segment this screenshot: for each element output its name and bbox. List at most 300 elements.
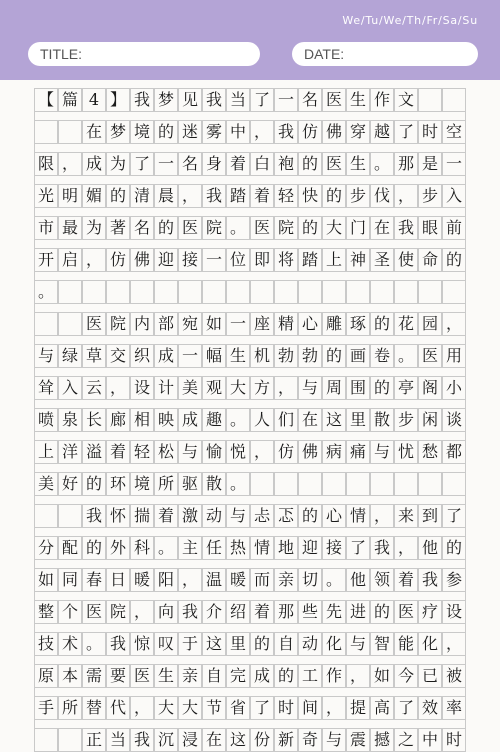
grid-cell: 我 <box>394 216 418 240</box>
grid-paper <box>0 80 500 750</box>
grid-cell: 这 <box>202 632 226 656</box>
grid-cell: 一 <box>442 152 466 176</box>
grid-cell: 大 <box>226 376 250 400</box>
grid-cell: 之 <box>394 728 418 752</box>
grid-cell: 同 <box>58 568 82 592</box>
grid-cell: 接 <box>178 248 202 272</box>
grid-cell: ， <box>250 120 274 144</box>
grid-cell: 。 <box>226 472 250 496</box>
grid-row <box>34 568 466 592</box>
grid-cell: 份 <box>250 728 274 752</box>
grid-row <box>34 504 466 528</box>
grid-cell: 步 <box>346 184 370 208</box>
grid-cell: 地 <box>274 536 298 560</box>
grid-cell <box>298 280 322 304</box>
grid-cell: 的 <box>82 472 106 496</box>
grid-cell: 当 <box>226 88 250 112</box>
grid-row <box>34 376 466 400</box>
grid-cell: 成 <box>178 408 202 432</box>
grid-cell: 医 <box>82 600 106 624</box>
grid-cell <box>418 472 442 496</box>
grid-cell: ， <box>178 568 202 592</box>
grid-cell: 那 <box>394 152 418 176</box>
grid-cell: 迎 <box>298 536 322 560</box>
grid-cell: 画 <box>346 344 370 368</box>
grid-cell: 院 <box>106 600 130 624</box>
grid-cell: 的 <box>154 216 178 240</box>
grid-cell: 医 <box>82 312 106 336</box>
grid-cell: 我 <box>106 632 130 656</box>
grid-cell: 趣 <box>202 408 226 432</box>
grid-cell: 与 <box>226 504 250 528</box>
grid-cell: 作 <box>370 88 394 112</box>
grid-cell <box>58 280 82 304</box>
grid-cell: 的 <box>370 600 394 624</box>
grid-cell: ， <box>178 184 202 208</box>
grid-cell: ， <box>394 184 418 208</box>
grid-cell: 即 <box>250 248 274 272</box>
grid-cell: 环 <box>106 472 130 496</box>
grid-cell: 。 <box>370 152 394 176</box>
weekday-selector: We/Tu/We/Th/Fr/Sa/Su <box>342 14 478 27</box>
grid-cell: 惊 <box>130 632 154 656</box>
grid-cell <box>178 280 202 304</box>
grid-cell: 如 <box>34 568 58 592</box>
grid-cell: 揣 <box>130 504 154 528</box>
grid-cell: 愁 <box>418 440 442 464</box>
grid-cell: 的 <box>370 312 394 336</box>
grid-cell: 了 <box>394 120 418 144</box>
grid-cell: 文 <box>394 88 418 112</box>
grid-cell: ， <box>394 536 418 560</box>
grid-cell: 幅 <box>202 344 226 368</box>
grid-cell: 空 <box>442 120 466 144</box>
grid-cell: 动 <box>202 504 226 528</box>
grid-cell: 效 <box>418 696 442 720</box>
grid-cell: 名 <box>178 152 202 176</box>
grid-cell: 暖 <box>226 568 250 592</box>
grid-cell: 亲 <box>274 568 298 592</box>
grid-cell: 织 <box>130 344 154 368</box>
grid-cell <box>34 120 58 144</box>
date-field: DATE: <box>292 42 478 66</box>
grid-cell: 入 <box>58 376 82 400</box>
grid-cell: 着 <box>226 152 250 176</box>
row-gap <box>34 368 466 376</box>
grid-cell: 我 <box>274 120 298 144</box>
grid-cell: 疗 <box>418 600 442 624</box>
grid-cell <box>418 280 442 304</box>
grid-cell: 小 <box>442 376 466 400</box>
grid-cell: 那 <box>274 600 298 624</box>
grid-cell <box>442 88 466 112</box>
grid-cell: 命 <box>418 248 442 272</box>
grid-cell <box>370 472 394 496</box>
grid-cell: 与 <box>178 440 202 464</box>
grid-cell: ， <box>274 376 298 400</box>
grid-cell: 这 <box>226 728 250 752</box>
grid-cell: 自 <box>274 632 298 656</box>
grid-cell <box>250 280 274 304</box>
grid-cell <box>130 280 154 304</box>
row-gap <box>34 240 466 248</box>
grid-cell: 在 <box>202 728 226 752</box>
grid-cell: 他 <box>346 568 370 592</box>
grid-cell: 阳 <box>154 568 178 592</box>
grid-cell: 用 <box>442 344 466 368</box>
grid-cell: 被 <box>442 664 466 688</box>
grid-cell: 最 <box>58 216 82 240</box>
grid-cell: 圣 <box>370 248 394 272</box>
grid-cell: 所 <box>154 472 178 496</box>
grid-cell: 省 <box>226 696 250 720</box>
grid-cell: 心 <box>298 312 322 336</box>
grid-cell: 境 <box>130 120 154 144</box>
grid-cell: 一 <box>226 312 250 336</box>
grid-cell: 。 <box>154 536 178 560</box>
row-gap <box>34 208 466 216</box>
grid-cell: 向 <box>154 600 178 624</box>
grid-cell: 名 <box>130 216 154 240</box>
grid-cell: 光 <box>34 184 58 208</box>
grid-cell: ， <box>82 248 106 272</box>
row-gap <box>34 656 466 664</box>
grid-cell <box>274 280 298 304</box>
grid-row <box>34 600 466 624</box>
grid-cell: 我 <box>130 88 154 112</box>
grid-cell: 轻 <box>274 184 298 208</box>
grid-cell: 心 <box>322 504 346 528</box>
grid-cell: 内 <box>130 312 154 336</box>
grid-cell: 明 <box>58 184 82 208</box>
grid-cell: 围 <box>346 376 370 400</box>
grid-cell <box>274 472 298 496</box>
grid-cell <box>322 472 346 496</box>
grid-cell: 交 <box>106 344 130 368</box>
grid-cell: 任 <box>202 536 226 560</box>
grid-cell <box>82 280 106 304</box>
grid-row <box>34 632 466 656</box>
grid-cell: 中 <box>226 120 250 144</box>
grid-cell: 医 <box>418 344 442 368</box>
grid-cell: 愉 <box>202 440 226 464</box>
grid-cell: 温 <box>202 568 226 592</box>
grid-cell: 白 <box>250 152 274 176</box>
grid-row <box>34 472 466 496</box>
grid-cell: 映 <box>154 408 178 432</box>
grid-cell: 步 <box>418 184 442 208</box>
grid-cell <box>34 504 58 528</box>
grid-cell: 于 <box>178 632 202 656</box>
grid-cell: 伐 <box>370 184 394 208</box>
grid-cell: 美 <box>178 376 202 400</box>
grid-cell: 忑 <box>274 504 298 528</box>
row-gap <box>34 272 466 280</box>
grid-cell: 叹 <box>154 632 178 656</box>
grid-cell: 里 <box>226 632 250 656</box>
grid-cell: 忐 <box>250 504 274 528</box>
grid-cell: 。 <box>226 216 250 240</box>
grid-cell: 入 <box>442 184 466 208</box>
row-gap <box>34 464 466 472</box>
grid-cell <box>442 472 466 496</box>
grid-cell: 整 <box>34 600 58 624</box>
grid-cell <box>34 312 58 336</box>
grid-cell: 院 <box>106 312 130 336</box>
grid-cell: 勃 <box>298 344 322 368</box>
grid-cell: 成 <box>250 664 274 688</box>
grid-cell <box>346 280 370 304</box>
grid-cell: 他 <box>418 536 442 560</box>
grid-row <box>34 120 466 144</box>
grid-cell: 亲 <box>178 664 202 688</box>
grid-cell: 琢 <box>346 312 370 336</box>
grid-cell: ， <box>130 600 154 624</box>
grid-cell: 。 <box>82 632 106 656</box>
grid-cell: 与 <box>34 344 58 368</box>
grid-cell: 门 <box>346 216 370 240</box>
grid-cell: 热 <box>226 536 250 560</box>
grid-cell: 上 <box>322 248 346 272</box>
grid-cell <box>58 504 82 528</box>
grid-cell: 暖 <box>130 568 154 592</box>
row-gap <box>34 112 466 120</box>
grid-cell: 如 <box>202 312 226 336</box>
grid-cell: 散 <box>202 472 226 496</box>
grid-cell: 为 <box>82 216 106 240</box>
grid-cell: 医 <box>322 152 346 176</box>
grid-cell: 的 <box>370 376 394 400</box>
grid-cell: 佛 <box>298 440 322 464</box>
grid-cell: 大 <box>154 696 178 720</box>
grid-cell: 仿 <box>274 440 298 464</box>
grid-cell <box>394 472 418 496</box>
grid-cell <box>250 472 274 496</box>
grid-cell: 耸 <box>34 376 58 400</box>
grid-cell: 使 <box>394 248 418 272</box>
grid-cell: 名 <box>298 88 322 112</box>
grid-cell: 眼 <box>418 216 442 240</box>
grid-cell: 梦 <box>106 120 130 144</box>
grid-cell <box>298 472 322 496</box>
grid-cell: 节 <box>202 696 226 720</box>
grid-cell: 时 <box>442 728 466 752</box>
grid-cell: 而 <box>250 568 274 592</box>
grid-cell: ， <box>58 152 82 176</box>
grid-cell: 化 <box>418 632 442 656</box>
grid-cell: 将 <box>274 248 298 272</box>
grid-cell: 雾 <box>202 120 226 144</box>
row-gap <box>34 304 466 312</box>
grid-cell: 设 <box>442 600 466 624</box>
grid-cell: 梦 <box>154 88 178 112</box>
grid-cell: 大 <box>178 696 202 720</box>
grid-cell: 我 <box>202 88 226 112</box>
grid-cell: 一 <box>202 248 226 272</box>
grid-row <box>34 312 466 336</box>
row-gap <box>34 720 466 728</box>
grid-cell: 生 <box>346 152 370 176</box>
grid-row <box>34 664 466 688</box>
grid-cell: 工 <box>298 664 322 688</box>
grid-cell: 为 <box>106 152 130 176</box>
grid-cell: 中 <box>418 728 442 752</box>
row-gap <box>34 528 466 536</box>
grid-cell: 好 <box>58 472 82 496</box>
grid-cell: 大 <box>322 216 346 240</box>
grid-cell: 原 <box>34 664 58 688</box>
grid-cell: 介 <box>202 600 226 624</box>
grid-cell: 。 <box>394 344 418 368</box>
grid-cell <box>370 280 394 304</box>
grid-cell: 科 <box>130 536 154 560</box>
grid-cell: 周 <box>322 376 346 400</box>
grid-cell: 喷 <box>34 408 58 432</box>
grid-cell: 与 <box>298 376 322 400</box>
grid-cell: 神 <box>346 248 370 272</box>
grid-cell: 市 <box>34 216 58 240</box>
grid-cell <box>154 280 178 304</box>
grid-cell: 的 <box>442 536 466 560</box>
grid-cell: 成 <box>82 152 106 176</box>
grid-cell: 的 <box>298 504 322 528</box>
grid-cell: 这 <box>322 408 346 432</box>
row-gap <box>34 624 466 632</box>
grid-cell: ， <box>442 312 466 336</box>
grid-cell: 一 <box>154 152 178 176</box>
grid-cell: 佛 <box>130 248 154 272</box>
grid-cell: 境 <box>130 472 154 496</box>
grid-row <box>34 280 466 304</box>
grid-row <box>34 152 466 176</box>
grid-cell: 勃 <box>274 344 298 368</box>
grid-cell: 了 <box>442 504 466 528</box>
grid-cell <box>58 728 82 752</box>
grid-cell: 医 <box>178 216 202 240</box>
grid-cell: 个 <box>58 600 82 624</box>
grid-cell: 我 <box>418 568 442 592</box>
grid-cell: 忧 <box>394 440 418 464</box>
grid-cell: 4 <box>82 88 106 112</box>
grid-cell: 宛 <box>178 312 202 336</box>
grid-cell: 时 <box>418 120 442 144</box>
grid-cell: 】 <box>106 88 130 112</box>
grid-cell: 着 <box>250 600 274 624</box>
grid-cell: 分 <box>34 536 58 560</box>
grid-cell: 了 <box>250 696 274 720</box>
grid-cell: 仿 <box>298 120 322 144</box>
row-gap <box>34 144 466 152</box>
grid-cell: 长 <box>82 408 106 432</box>
grid-cell: 能 <box>394 632 418 656</box>
grid-cell: 自 <box>202 664 226 688</box>
grid-cell: 。 <box>34 280 58 304</box>
grid-cell: 我 <box>370 536 394 560</box>
grid-cell: 参 <box>442 568 466 592</box>
grid-cell: 。 <box>226 408 250 432</box>
grid-cell: 见 <box>178 88 202 112</box>
grid-cell: 著 <box>106 216 130 240</box>
grid-cell <box>226 280 250 304</box>
grid-cell: 的 <box>322 344 346 368</box>
grid-cell: 们 <box>274 408 298 432</box>
grid-cell: 主 <box>178 536 202 560</box>
grid-cell: 悦 <box>226 440 250 464</box>
grid-cell: 了 <box>250 88 274 112</box>
grid-cell: 生 <box>346 88 370 112</box>
grid-cell: 了 <box>130 152 154 176</box>
grid-cell: 篇 <box>58 88 82 112</box>
grid-row <box>34 696 466 720</box>
grid-row <box>34 408 466 432</box>
grid-cell: 踏 <box>298 248 322 272</box>
grid-cell: 正 <box>82 728 106 752</box>
grid-cell: 的 <box>154 120 178 144</box>
grid-cell: 快 <box>298 184 322 208</box>
grid-cell: 开 <box>34 248 58 272</box>
grid-cell: 动 <box>298 632 322 656</box>
grid-cell: 术 <box>58 632 82 656</box>
grid-cell: 的 <box>274 664 298 688</box>
grid-cell: 方 <box>250 376 274 400</box>
grid-cell: ， <box>442 632 466 656</box>
grid-cell: 要 <box>106 664 130 688</box>
grid-row <box>34 248 466 272</box>
grid-row <box>34 440 466 464</box>
grid-cell <box>106 280 130 304</box>
grid-cell: ， <box>322 696 346 720</box>
grid-cell: 与 <box>370 440 394 464</box>
grid-cell: 接 <box>322 536 346 560</box>
row-gap <box>34 688 466 696</box>
grid-cell: 来 <box>394 504 418 528</box>
grid-cell: 松 <box>154 440 178 464</box>
grid-cell: 都 <box>442 440 466 464</box>
grid-cell: 着 <box>250 184 274 208</box>
grid-cell: 清 <box>130 184 154 208</box>
row-gap <box>34 496 466 504</box>
grid-cell: 部 <box>154 312 178 336</box>
grid-cell: 病 <box>322 440 346 464</box>
grid-cell <box>322 280 346 304</box>
grid-cell: 在 <box>298 408 322 432</box>
grid-row <box>34 88 466 112</box>
grid-cell: 的 <box>322 184 346 208</box>
grid-cell: 【 <box>34 88 58 112</box>
row-gap <box>34 400 466 408</box>
grid-cell: 间 <box>298 696 322 720</box>
grid-cell: 在 <box>82 120 106 144</box>
grid-cell: 领 <box>370 568 394 592</box>
grid-cell: ， <box>130 696 154 720</box>
grid-cell: 座 <box>250 312 274 336</box>
grid-cell: 溢 <box>82 440 106 464</box>
grid-cell: 着 <box>106 440 130 464</box>
grid-cell: 率 <box>442 696 466 720</box>
grid-cell: 化 <box>322 632 346 656</box>
grid-cell: 廊 <box>106 408 130 432</box>
grid-cell: 与 <box>346 632 370 656</box>
grid-cell: 激 <box>178 504 202 528</box>
grid-cell: 作 <box>322 664 346 688</box>
grid-cell: 需 <box>82 664 106 688</box>
grid-cell: 洋 <box>58 440 82 464</box>
grid-cell: 奇 <box>298 728 322 752</box>
grid-cell: 散 <box>370 408 394 432</box>
grid-cell: 的 <box>298 152 322 176</box>
grid-cell: 闲 <box>418 408 442 432</box>
grid-cell: 位 <box>226 248 250 272</box>
